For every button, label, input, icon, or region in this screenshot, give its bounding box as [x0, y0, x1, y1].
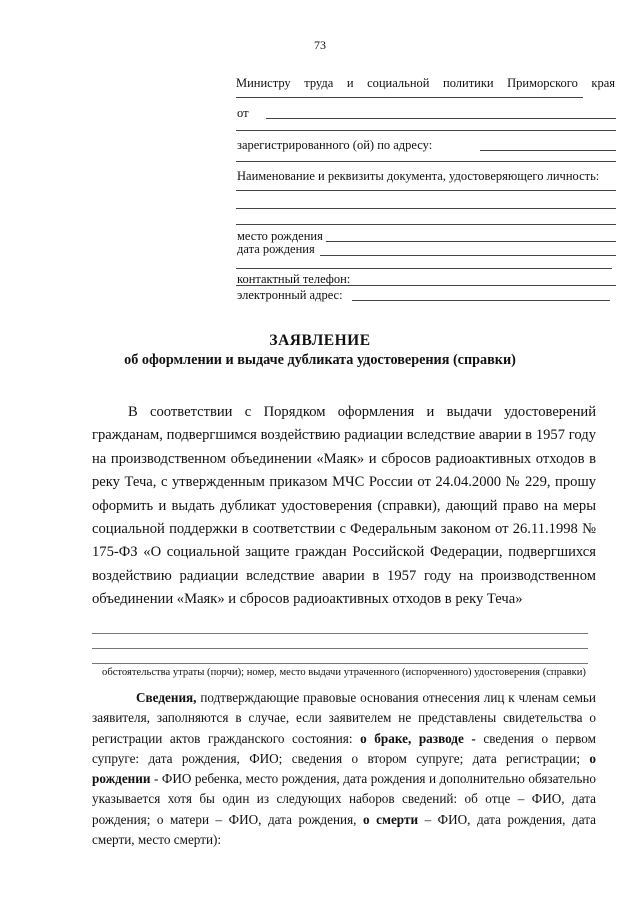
id-document-field-2[interactable] — [236, 208, 616, 209]
loss-details-caption: обстоятельства утраты (порчи); номер, место выдачи утраченного (испорченного) удостоверения (справки) — [102, 667, 586, 678]
page-number: 73 — [314, 38, 326, 52]
info-text-2: сведения о первом супруге: дата рождения, ФИО; сведения о втором супруге; дата регистрации; — [92, 730, 596, 766]
registered-address-label: зарегистрированного (ой) по адресу: — [237, 138, 433, 152]
loss-details-line-2[interactable] — [92, 648, 588, 649]
body-paragraph: В соответствии с Порядком оформления и выдачи удостоверений гражданам, подвергшимся воздействию радиации вследствие аварии в 1957 году на производственном объединении «Маяк» и сбросов радиоактивных отходов в реку Теча, с утвержденным приказом МЧС России от 24.04.2000 № 229, прошу оформить и выдать дубликат удостоверения (справки), дающий право на меры социальной поддержки в соответствии с Федеральным законом от 26.11.1998 № 175-ФЗ «О социальной защите граждан Российской Федерации, подвергшихся воздействию радиации вследствие аварии в 1957 году на производственном объединении «Маяк» и сбросов радиоактивных отходов в реку Теча» — [92, 404, 596, 608]
id-document-label: Наименование и реквизиты документа, удостоверяющего личность: — [237, 169, 600, 183]
info-paragraph — [92, 688, 596, 850]
addressee-word: политики — [443, 76, 494, 90]
from-field-line[interactable] — [266, 118, 616, 119]
info-bold-4: о смерти — [363, 811, 419, 827]
info-text-3: - ФИО ребенка, место рождения, дата рождения и дополнительно обязательно указывается хотя бы один из следующих наборов сведений: об отце – ФИО, дата рождения; о матери – ФИО, дата рождения, — [92, 771, 596, 827]
id-document-field-3[interactable] — [236, 224, 616, 225]
loss-details-line-1[interactable] — [92, 633, 588, 634]
from-field-line-2[interactable] — [236, 130, 616, 131]
document-title: ЗАЯВЛЕНИЕ — [269, 332, 371, 349]
addressee-line — [236, 76, 615, 90]
addressee-word: социальной — [367, 76, 430, 90]
registered-address-field[interactable] — [480, 150, 616, 151]
addressee-word: Министру — [236, 76, 291, 90]
document-subtitle: об оформлении и выдаче дубликата удостоверения (справки) — [124, 352, 516, 368]
registered-address-field-2[interactable] — [236, 161, 616, 162]
birthdate-field-2[interactable] — [236, 268, 612, 269]
id-document-field-1[interactable] — [236, 190, 616, 191]
addressee-underline[interactable] — [236, 97, 583, 98]
info-bold-3: о рождении — [92, 750, 596, 787]
email-field[interactable] — [352, 300, 610, 301]
from-label: от — [237, 106, 249, 120]
birthdate-field[interactable] — [320, 255, 616, 256]
phone-field[interactable] — [236, 285, 616, 286]
birthplace-label: место рождения — [237, 229, 323, 243]
loss-details-line-3[interactable] — [92, 663, 588, 664]
birthdate-label: дата рождения — [237, 242, 315, 256]
birthplace-field[interactable] — [326, 241, 616, 242]
info-text-1: подтверждающие правовые основания отнесения лиц к членам семьи заявителя, заполняются в случае, если заявителем не представлены свидетельства о регистрации актов гражданского состояния: — [92, 690, 596, 746]
info-text-4: – ФИО, дата рождения, дата смерти, место смерти): — [92, 811, 596, 848]
addressee-word: труда — [304, 76, 334, 90]
phone-label: контактный телефон: — [237, 272, 351, 286]
addressee-word: Приморского — [507, 76, 578, 90]
addressee-word: края — [591, 76, 615, 90]
email-label: электронный адрес: — [237, 288, 343, 302]
info-bold-2: о браке, разводе - — [360, 730, 476, 746]
addressee-word: и — [346, 76, 354, 90]
info-bold-1: Сведения, — [136, 690, 197, 705]
